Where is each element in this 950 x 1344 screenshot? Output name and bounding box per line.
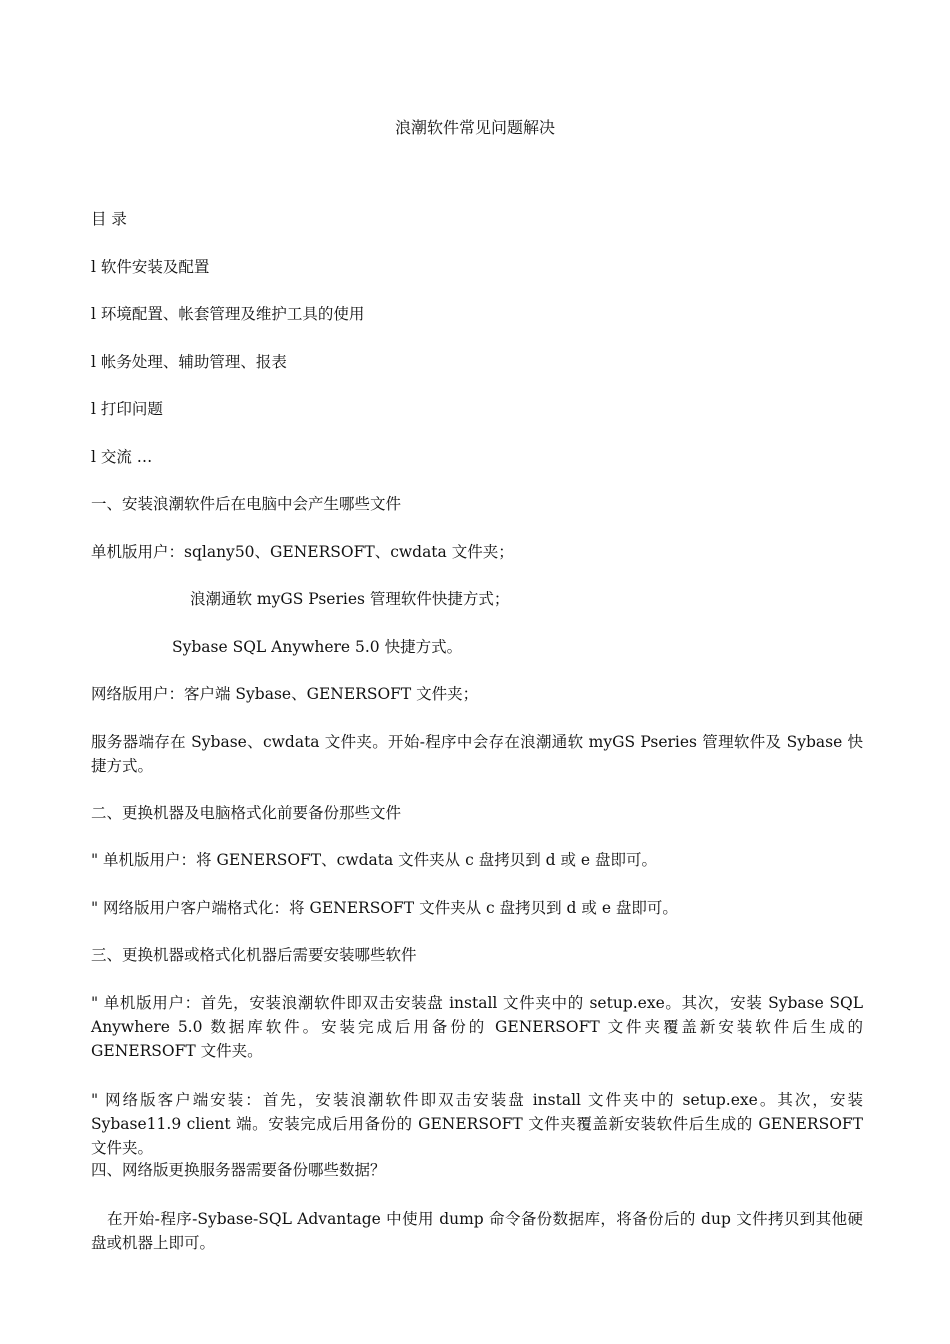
toc-item: l 软件安装及配置 <box>91 258 210 276</box>
list-item: " 单机版用户：首先，安装浪潮软件即双击安装盘 install 文件夹中的 setup.exe。其次，安装 Sybase SQL Anywhere 5.0 数据库软件。安装完成后用备份的 GENERSOFT 文件夹覆盖新安装软件后生成的 GENERSOFT 文件夹。 <box>91 994 864 1060</box>
section-heading: 二、更换机器及电脑格式化前要备份那些文件 <box>91 804 402 822</box>
document-title: 浪潮软件常见问题解决 <box>394 118 555 137</box>
toc-item: l 环境配置、帐套管理及维护工具的使用 <box>91 305 365 323</box>
list-item: " 网络版客户端安装：首先，安装浪潮软件即双击安装盘 install 文件夹中的 setup.exe。其次，安装 Sybase11.9 client 端。安装完成后用备份的 GENERSOFT 文件夹覆盖新安装软件后生成的 GENERSOFT 文件夹。 <box>91 1091 863 1157</box>
toc-item: l 交流 … <box>91 448 153 466</box>
toc-item: l 打印问题 <box>91 400 163 418</box>
paragraph: 网络版用户：客户端 Sybase、GENERSOFT 文件夹； <box>91 685 479 703</box>
section-heading: 三、更换机器或格式化机器后需要安装哪些软件 <box>91 946 417 964</box>
paragraph: Sybase SQL Anywhere 5.0 快捷方式。 <box>172 638 463 656</box>
paragraph: 服务器端存在 Sybase、cwdata 文件夹。开始-程序中会存在浪潮通软 myGS Pseries 管理软件及 Sybase 快捷方式。 <box>91 733 863 775</box>
paragraph: 浪潮通软 myGS Pseries 管理软件快捷方式； <box>190 590 510 608</box>
list-item: " 网络版用户客户端格式化：将 GENERSOFT 文件夹从 c 盘拷贝到 d 或 e 盘即可。 <box>91 899 678 917</box>
section-heading: 一、安装浪潮软件后在电脑中会产生哪些文件 <box>91 495 402 513</box>
toc-item: l 帐务处理、辅助管理、报表 <box>91 353 287 371</box>
paragraph: 在开始-程序-Sybase-SQL Advantage 中使用 dump 命令备份数据库，将备份后的 dup 文件拷贝到其他硬盘或机器上即可。 <box>91 1210 864 1252</box>
toc-heading: 目 录 <box>91 210 127 228</box>
paragraph: 单机版用户：sqlany50、GENERSOFT、cwdata 文件夹； <box>91 543 514 561</box>
list-item: " 单机版用户：将 GENERSOFT、cwdata 文件夹从 c 盘拷贝到 d 或 e 盘即可。 <box>91 851 657 869</box>
section-heading: 四、网络版更换服务器需要备份哪些数据？ <box>91 1161 386 1179</box>
